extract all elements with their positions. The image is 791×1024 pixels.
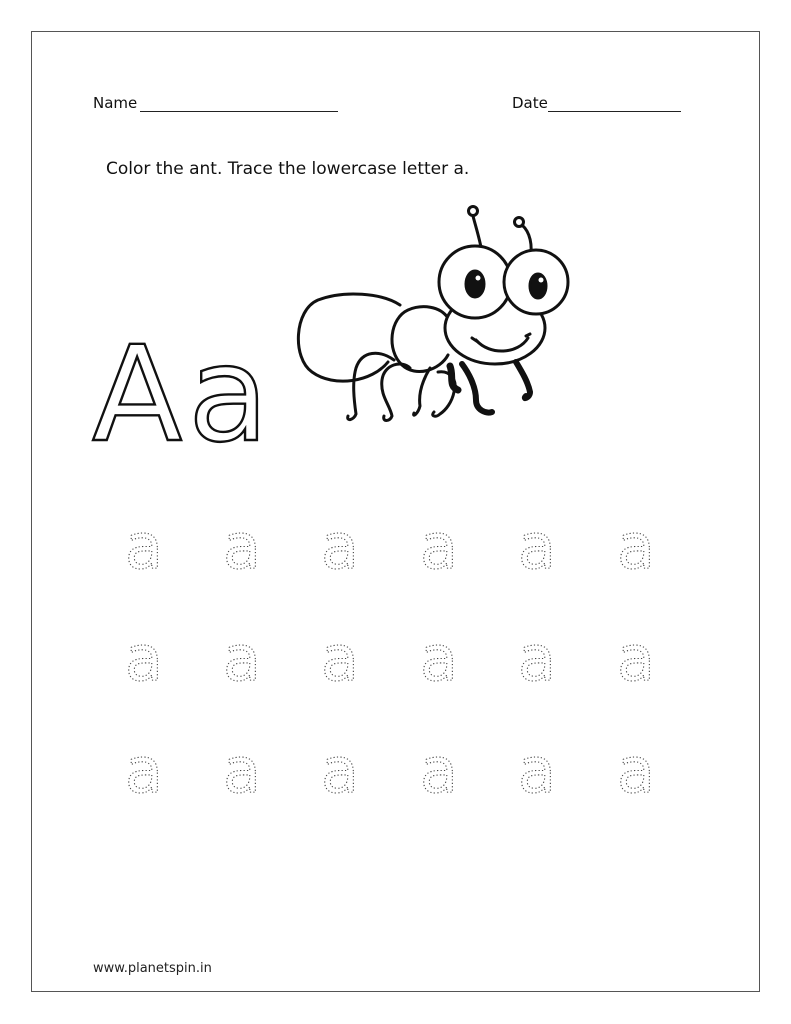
trace-letter[interactable] [119,510,189,590]
trace-letter[interactable] [512,622,582,702]
svg-text:a: a [125,622,163,695]
trace-letter[interactable] [217,622,287,702]
date-label: Date [512,94,548,112]
svg-text:a: a [518,734,556,807]
svg-text:a: a [321,622,359,695]
trace-letter[interactable] [611,510,681,590]
trace-letter[interactable] [217,734,287,814]
trace-letter[interactable] [119,622,189,702]
svg-text:a: a [321,510,359,583]
svg-text:a: a [223,734,261,807]
svg-text:a: a [420,510,458,583]
trace-letter[interactable] [512,734,582,814]
svg-text:a: a [617,734,655,807]
outline-uppercase-letter: A [92,330,183,445]
trace-letter[interactable] [611,734,681,814]
svg-text:a: a [223,510,261,583]
footer-website: www.planetspin.in [93,961,212,976]
svg-text:a: a [617,510,655,583]
svg-text:a: a [420,734,458,807]
svg-text:a: a [125,734,163,807]
svg-text:a: a [617,622,655,695]
svg-text:a: a [518,622,556,695]
trace-letter[interactable] [315,622,385,702]
trace-letter[interactable] [217,510,287,590]
svg-text:a: a [125,510,163,583]
svg-text:a: a [321,734,359,807]
outline-lowercase-letter: a [188,330,269,445]
trace-letter[interactable] [414,734,484,814]
trace-letter[interactable] [315,510,385,590]
trace-letter[interactable] [414,510,484,590]
trace-letter[interactable] [611,622,681,702]
trace-letter[interactable] [414,622,484,702]
instruction-text: Color the ant. Trace the lowercase letter a. [106,159,470,179]
svg-text:a: a [223,622,261,695]
svg-text:a: a [518,510,556,583]
trace-letter[interactable] [119,734,189,814]
svg-text:a: a [420,622,458,695]
trace-letter[interactable] [315,734,385,814]
name-label: Name [93,94,138,112]
trace-letter[interactable] [512,510,582,590]
